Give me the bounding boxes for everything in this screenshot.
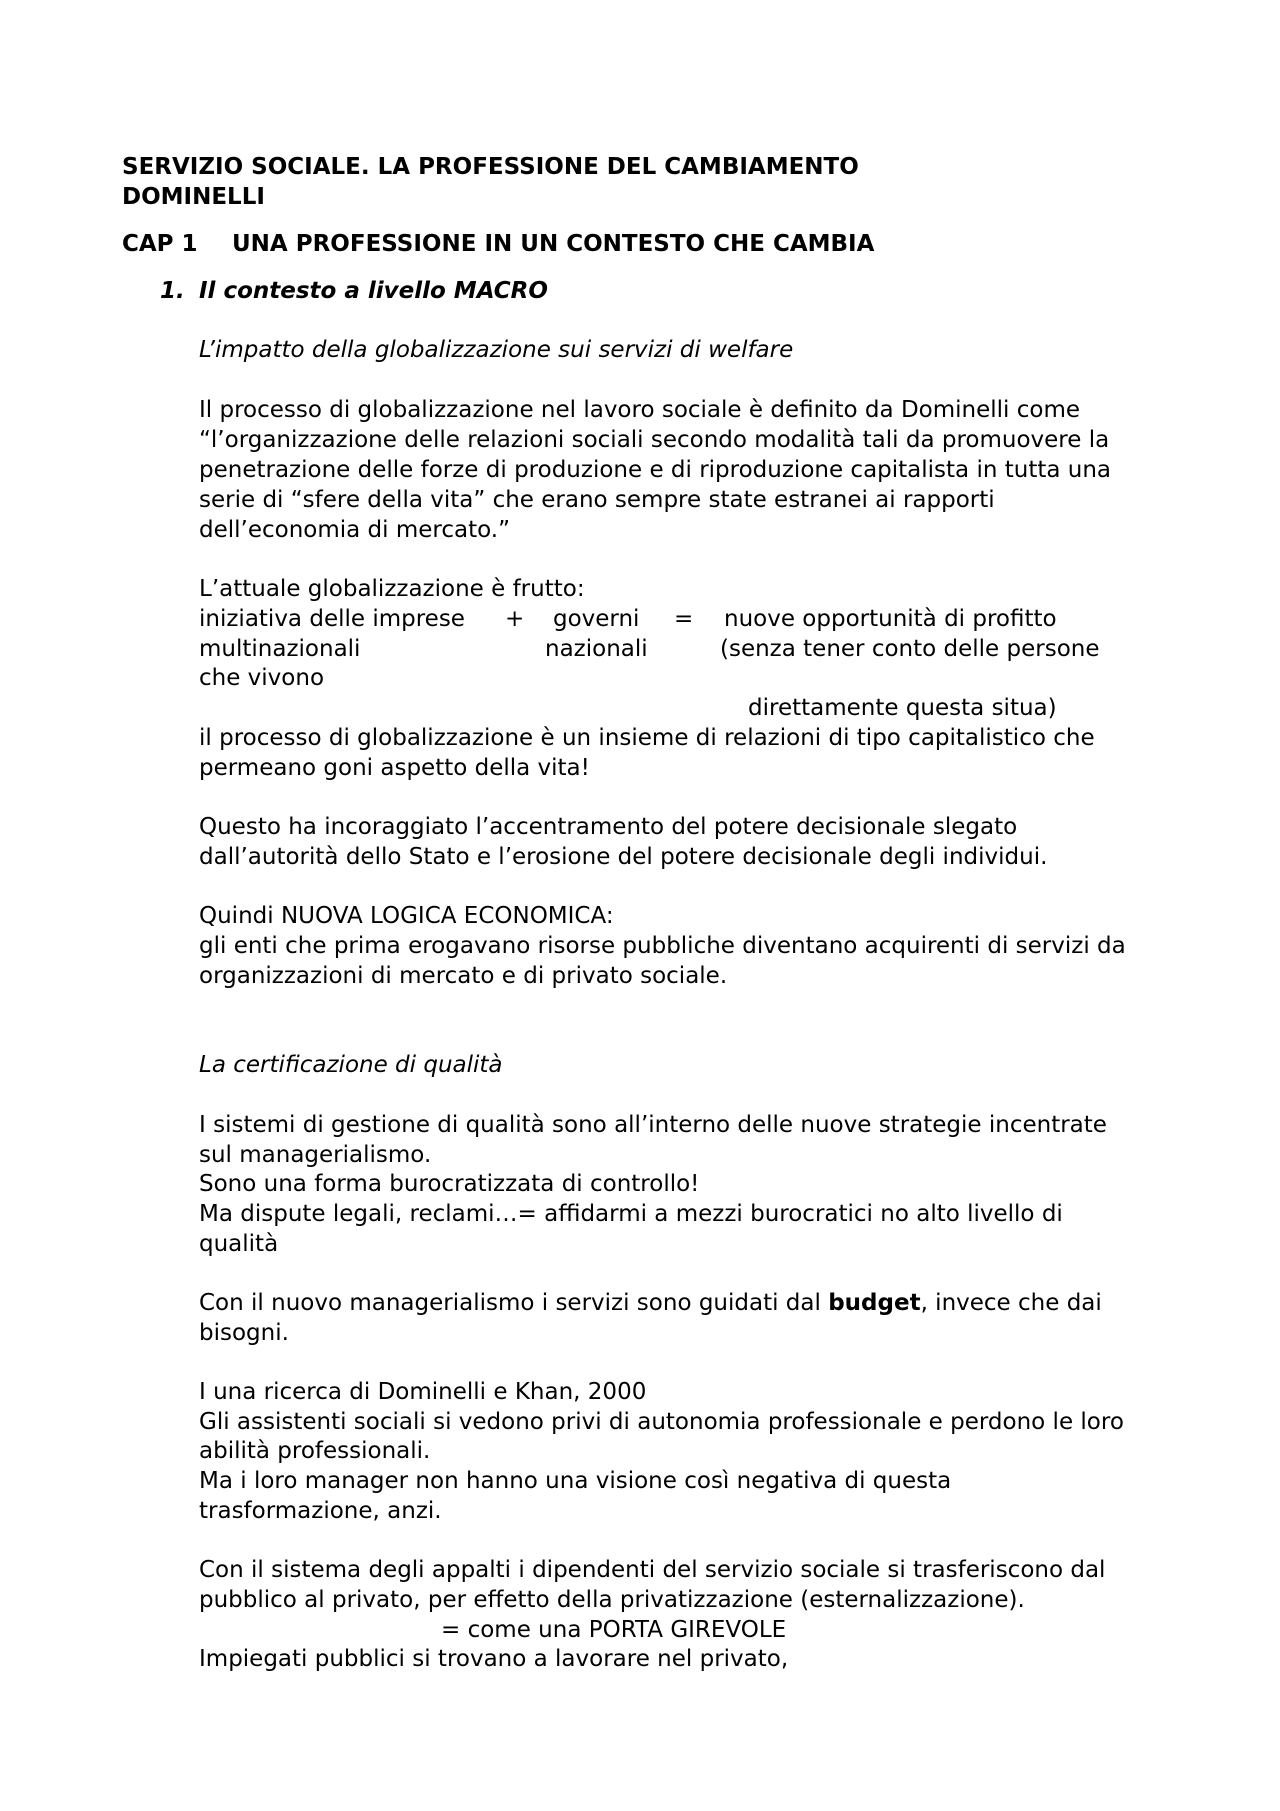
paragraph-line: bisogni. — [199, 1320, 289, 1346]
budget-post-text: , invece che dai — [920, 1290, 1102, 1316]
section-title: Il contesto a livello MACRO — [199, 278, 548, 304]
equation-term1-line2: multinazionali — [199, 636, 361, 662]
paragraph-line: gli enti che prima erogavano risorse pubbliche diventano acquirenti di servizi da — [199, 933, 1126, 959]
paragraph-line: pubblico al privato, per effetto della privatizzazione (esternalizzazione). — [199, 1587, 1025, 1613]
paragraph-line: Ma i loro manager non hanno una visione così negativa di questa — [199, 1468, 952, 1494]
document-title-line2: DOMINELLI — [122, 184, 265, 210]
document-title-line1: SERVIZIO SOCIALE. LA PROFESSIONE DEL CAMBIAMENTO — [122, 154, 859, 180]
paragraph-line: qualità — [199, 1231, 279, 1257]
paragraph-line: il processo di globalizzazione è un insieme di relazioni di tipo capitalistico che — [199, 725, 1095, 751]
paragraph-line: sul managerialismo. — [199, 1142, 432, 1168]
paragraph-line: Gli assistenti sociali si vedono privi di autonomia professionale e perdono le loro — [199, 1409, 1124, 1435]
budget-line — [199, 1288, 1102, 1318]
paragraph-line: I una ricerca di Dominelli e Khan, 2000 — [199, 1379, 647, 1405]
paragraph-line: Quindi NUOVA LOGICA ECONOMICA: — [199, 903, 614, 929]
paragraph-line: serie di “sfere della vita” che erano sempre state estranei ai rapporti — [199, 487, 995, 513]
equation-term2-line2: nazionali — [545, 636, 648, 662]
paragraph-line: Ma dispute legali, reclami…= affidarmi a mezzi burocratici no alto livello di — [199, 1201, 1063, 1227]
equation-plus: + — [505, 606, 525, 632]
paragraph-line: Questo ha incoraggiato l’accentramento del potere decisionale slegato — [199, 814, 1018, 840]
paragraph-line: Il processo di globalizzazione nel lavoro sociale è definito da Dominelli come — [199, 397, 1080, 423]
paragraph-line: Sono una forma burocratizzata di controllo! — [199, 1171, 700, 1197]
budget-keyword: budget — [828, 1290, 921, 1316]
equation-result-line2: (senza tener conto delle persone — [720, 636, 1100, 662]
paragraph-line: abilità professionali. — [199, 1438, 431, 1464]
paragraph-line: = come una PORTA GIREVOLE — [441, 1617, 787, 1643]
paragraph-line: I sistemi di gestione di qualità sono all’interno delle nuove strategie incentrate — [199, 1112, 1107, 1138]
equation-equals: = — [674, 606, 694, 632]
paragraph-line: organizzazioni di mercato e di privato sociale. — [199, 963, 728, 989]
frutto-intro: L’attuale globalizzazione è frutto: — [199, 576, 585, 602]
chapter-title: UNA PROFESSIONE IN UN CONTESTO CHE CAMBIA — [232, 231, 875, 257]
paragraph-line: Impiegati pubblici si trovano a lavorare nel privato, — [199, 1646, 789, 1672]
paragraph-line: trasformazione, anzi. — [199, 1498, 442, 1524]
equation-term1: iniziativa delle imprese — [199, 606, 465, 632]
equation-line4: direttamente questa situa) — [748, 695, 1057, 721]
subsection-heading-certificazione: La certificazione di qualità — [199, 1052, 503, 1078]
section-number: 1. — [160, 278, 185, 304]
budget-pre-text: Con il nuovo managerialismo i servizi sono guidati dal — [199, 1290, 829, 1316]
equation-line3: che vivono — [199, 665, 325, 691]
equation-result: nuove opportunità di profitto — [724, 606, 1057, 632]
paragraph-line: permeano goni aspetto della vita! — [199, 755, 590, 781]
equation-term2: governi — [553, 606, 640, 632]
paragraph-line: dall’autorità dello Stato e l’erosione del potere decisionale degli individui. — [199, 844, 1048, 870]
paragraph-line: Con il sistema degli appalti i dipendenti del servizio sociale si trasferiscono dal — [199, 1557, 1106, 1583]
paragraph-line: penetrazione delle forze di produzione e di riproduzione capitalista in tutta una — [199, 457, 1112, 483]
paragraph-line: “l’organizzazione delle relazioni sociali secondo modalità tali da promuovere la — [199, 427, 1110, 453]
chapter-label: CAP 1 — [122, 231, 198, 257]
subsection-heading-globalizzazione: L’impatto della globalizzazione sui servizi di welfare — [199, 337, 794, 363]
paragraph-line: dell’economia di mercato.” — [199, 517, 511, 543]
